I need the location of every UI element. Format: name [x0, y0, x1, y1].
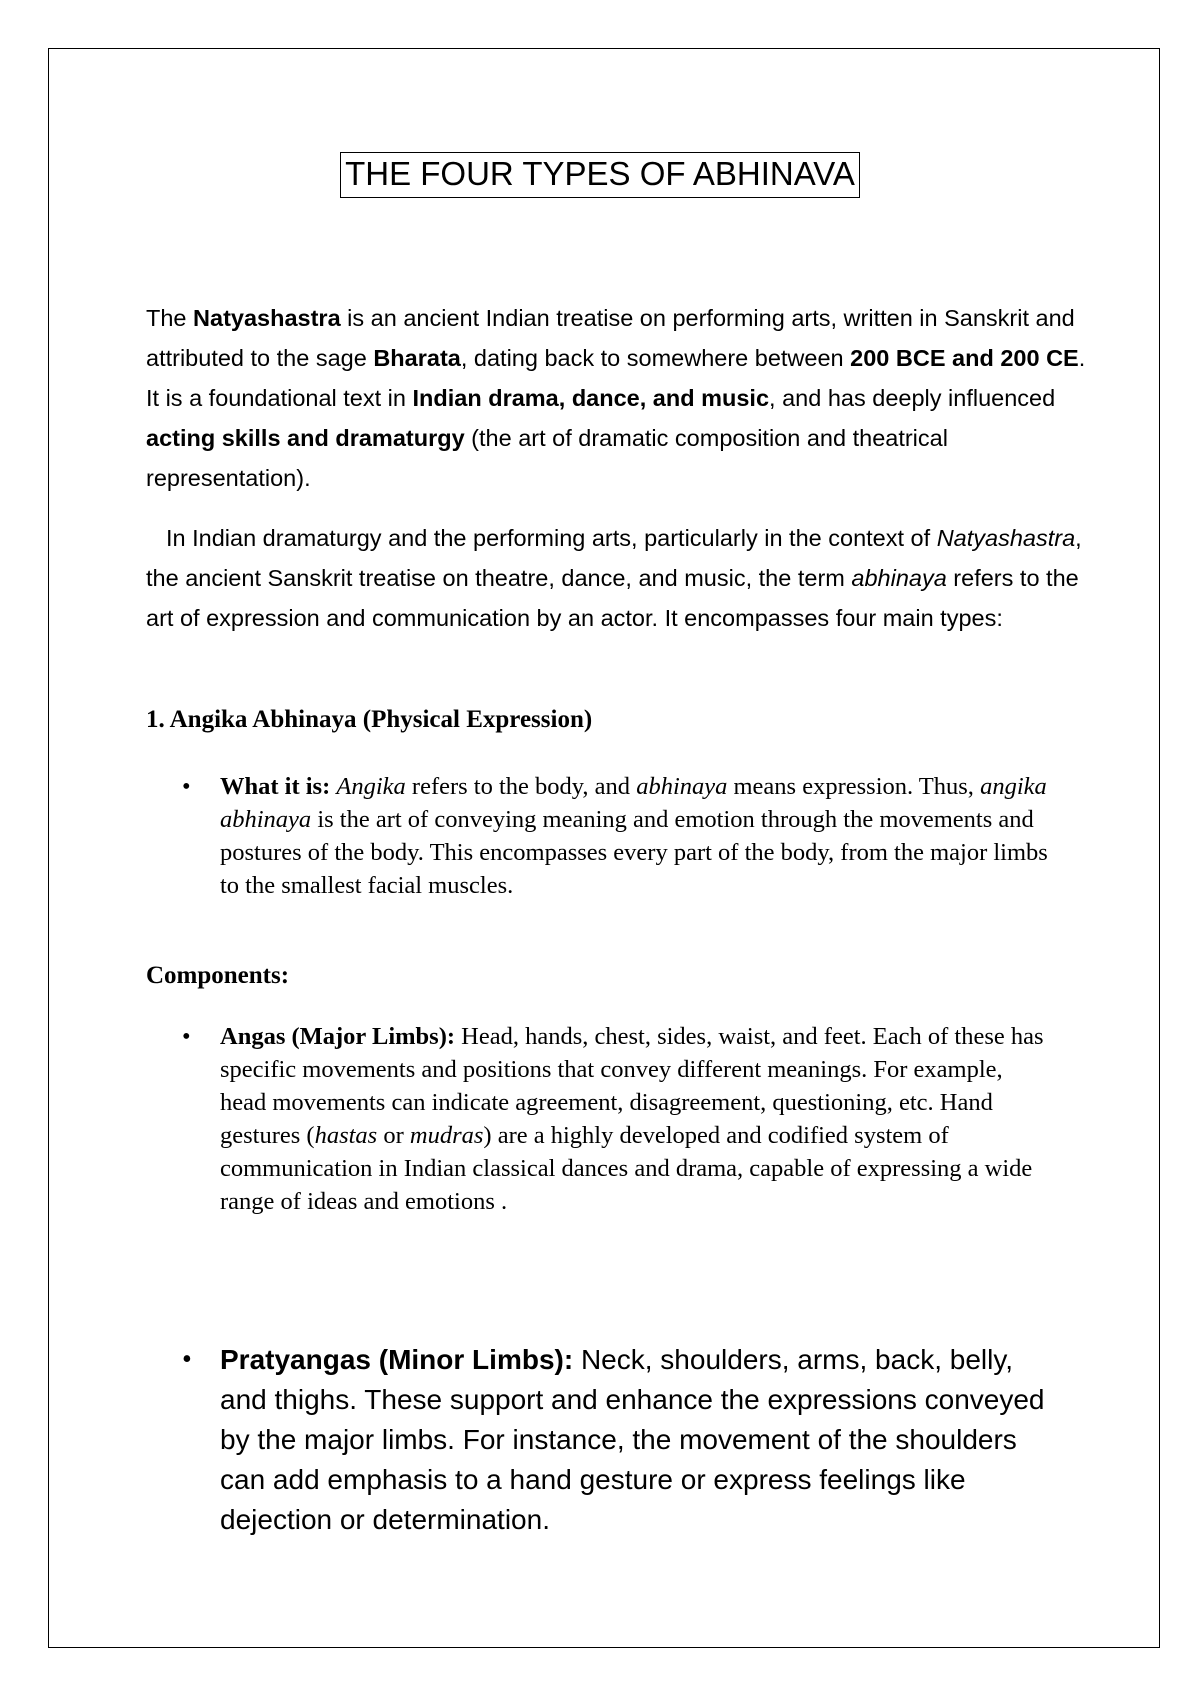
bullet-icon: • — [182, 1344, 192, 1375]
bullet-icon: • — [182, 773, 191, 800]
text-run: refers to the body, and — [405, 773, 637, 800]
title-container — [0, 152, 1200, 198]
italic-term: hastas — [314, 1122, 378, 1149]
list-item-angas — [182, 1020, 1052, 1218]
bold-label: Angas (Major Limbs): — [220, 1023, 456, 1050]
text-run: . It is a foundational text in — [146, 345, 1086, 411]
text-run: is an ancient Indian treatise on performing arts, written in Sanskrit and attributed to the sage — [146, 305, 1075, 371]
italic-term: angika abhinaya — [220, 773, 1047, 833]
list-item-pratyangas — [182, 1340, 1062, 1540]
components-heading: Components: — [146, 962, 290, 989]
bold-label: Pratyangas (Minor Limbs): — [220, 1344, 574, 1375]
section-heading-angika: 1. Angika Abhinaya (Physical Expression) — [146, 706, 593, 733]
bold-label: What it is: — [220, 773, 331, 800]
bold-bharata: Bharata — [373, 345, 461, 371]
text-run: refers to the art of expression and communication by an actor. It encompasses four main types: — [146, 565, 1079, 631]
italic-term: Angika — [336, 773, 406, 800]
text-run: Neck, shoulders, arms, back, belly, and thighs. These support and enhance the expressions conveyed by the major limbs. For instance, the movement of the shoulders can add emphasis to a hand gesture or express feelings like dejection or determination. — [220, 1344, 1045, 1535]
list-item-what-it-is — [182, 770, 1052, 902]
text-run: or — [377, 1122, 410, 1149]
bullet-icon: • — [182, 1023, 191, 1050]
italic-term: abhinaya — [636, 773, 728, 800]
text-run: , the ancient Sanskrit treatise on theatre, dance, and music, the term — [146, 525, 1082, 591]
bold-natyashastra: Natyashastra — [193, 305, 341, 331]
text-run: (the art of dramatic composition and theatrical representation). — [146, 425, 948, 491]
text-run: The — [146, 305, 194, 331]
text-run: , and has deeply influenced — [769, 385, 1056, 411]
list-item-text — [220, 1020, 1052, 1218]
list-item-text — [220, 1340, 1062, 1540]
bold-dates: 200 BCE and 200 CE — [850, 345, 1079, 371]
intro-paragraph — [146, 298, 1086, 498]
list-item-text — [220, 770, 1052, 902]
italic-abhinaya: abhinaya — [851, 565, 947, 591]
text-run: means expression. Thus, — [727, 773, 981, 800]
text-run: , dating back to somewhere between — [460, 345, 851, 371]
bold-arts: Indian drama, dance, and music — [412, 385, 770, 411]
page-title: THE FOUR TYPES OF ABHINAVA — [340, 152, 860, 198]
italic-term: mudras — [409, 1122, 484, 1149]
text-run: Head, hands, chest, sides, waist, and feet. Each of these has specific movements and positions that convey different meanings. For example, head movements can indicate agreement, disagreement, questioning, etc. Hand gestures ( — [220, 1023, 1044, 1149]
text-run: In Indian dramaturgy and the performing arts, particularly in the context of — [166, 525, 937, 551]
abhinaya-paragraph — [146, 518, 1086, 638]
text-run: is the art of conveying meaning and emotion through the movements and postures of the body. This encompasses every part of the body, from the major limbs to the smallest facial muscles. — [220, 806, 1048, 899]
bold-acting: acting skills and dramaturgy — [146, 425, 465, 451]
text-run: ) are a highly developed and codified system of communication in Indian classical dances and drama, capable of expressing a wide range of ideas and emotions . — [220, 1122, 1033, 1215]
italic-natyashastra: Natyashastra — [936, 525, 1076, 551]
